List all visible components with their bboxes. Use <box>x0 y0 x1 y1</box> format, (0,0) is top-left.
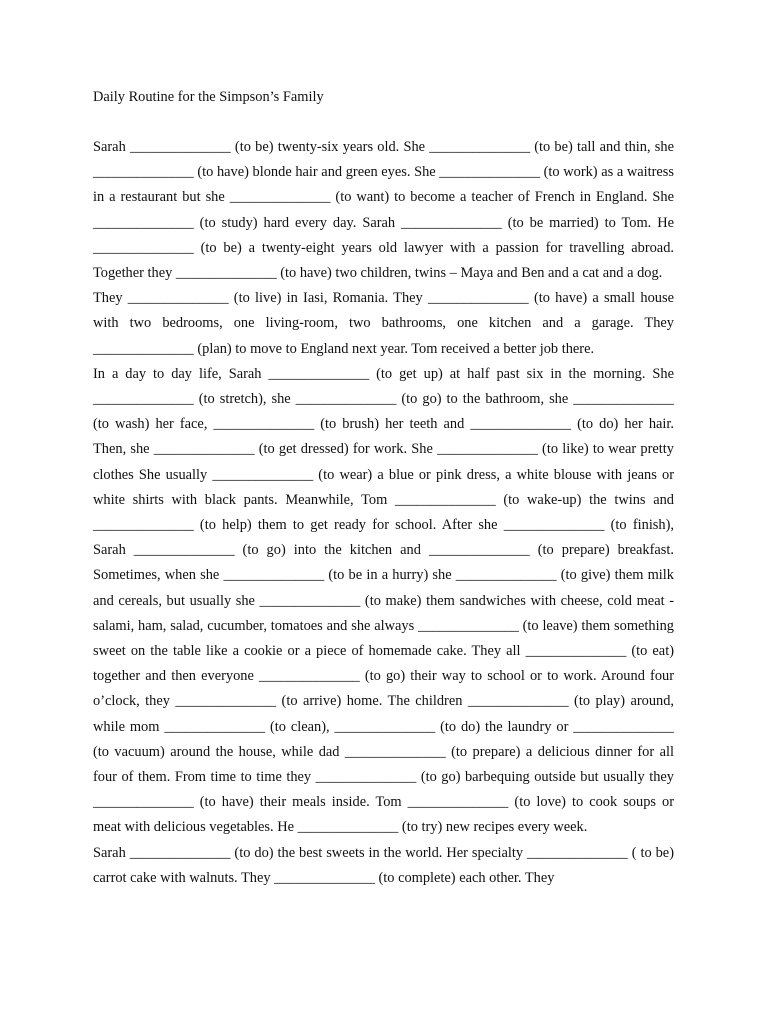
paragraph-home: They ______________ (to live) in Iasi, Romania. They ______________ (to have) a small house with two bedrooms, one living-room, two bathrooms, one kitchen and a garage. They ______________ (plan) to move to England next year. Tom received a better job there. <box>93 290 674 357</box>
paragraph-sweets: Sarah ______________ (to do) the best sweets in the world. Her specialty ______________ ( to be) carrot cake with walnuts. They ______________ (to complete) each other. They <box>93 844 674 886</box>
paragraph-daily-life: In a day to day life, Sarah ______________ (to get up) at half past six in the morning. She ______________ (to stretch), she ______________ (to go) to the bathroom, she ______________ (to wash) her face, ______________ (to brush) her teeth and ______________ (to do) her hair. Then, she ______________ (to get dressed) for work. She ______________ (to like) to wear pretty clothes She usually ______________ (to wear) a blue or pink dress, a white blouse with jeans or white shirts with black pants. Meanwhile, Tom ______________ (to wake-up) the twins and ______________ (to help) them to get ready for school. After she ______________ (to finish), Sarah ______________ (to go) into the kitchen and ______________ (to prepare) breakfast. Sometimes, when she ______________ (to be in a hurry) she ______________ (to give) them milk and cereals, but usually she ______________ (to make) them sandwiches with cheese, cold meat - salami, ham, salad, cucumber, tomatoes and she always ______________ (to leave) them something sweet on the table like a cookie or a piece of homemade cake. They all ______________ (to eat) together and then everyone ______________ (to go) their way to school or to work. Around four o’clock, they ______________ (to arrive) home. The children ______________ (to play) around, while mom ______________ (to clean), ______________ (to do) the laundry or ______________ (to vacuum) around the house, while dad ______________ (to prepare) a delicious dinner for all four of them. From time to time they ______________ (to go) barbequing outside but usually they ______________ (to have) their meals inside. Tom ______________ (to love) to cook soups or meat with delicious vegetables. He ______________ (to try) new recipes every week. <box>93 365 674 836</box>
paragraph-intro: Sarah ______________ (to be) twenty-six years old. She ______________ (to be) tall and thin, she ______________ (to have) blonde hair and green eyes. She ______________ (to work) as a waitress in a restaurant but she ______________ (to want) to become a teacher of French in England. She ______________ (to study) hard every day. Sarah ______________ (to be married) to Tom. He ______________ (to be) a twenty-eight years old lawyer with a passion for travelling abroad. Together they ______________ (to have) two children, twins – Maya and Ben and a cat and a dog. <box>93 139 674 282</box>
document-title: Daily Routine for the Simpson’s Family <box>93 89 324 105</box>
